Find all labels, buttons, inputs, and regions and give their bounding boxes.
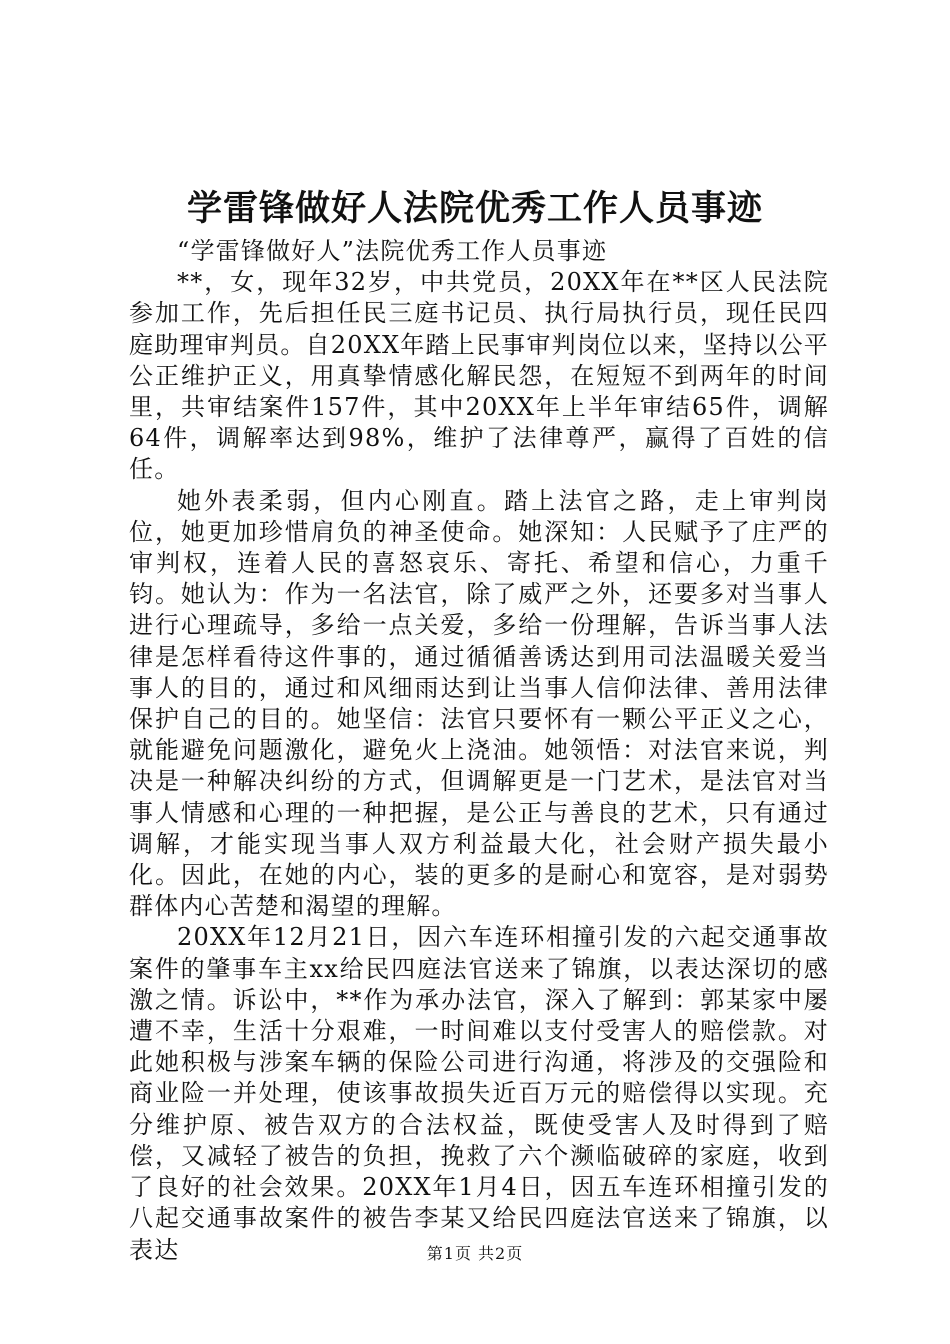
document-title: 学雷锋做好人法院优秀工作人员事迹 [186,188,763,229]
paragraph: **，女，现年32岁，中共党员，20XX年在**区人民法院参加工作，先后担任民三庭书记员、执行局执行员，现任民四庭助理审判员。自20XX年踏上民事审判岗位以来，坚持以公平公正维护正义，用真挚情感化解民怨，在短短不到两年的时间里，共审结案件157件，其中20XX年上半年审结65件，调解64件，调解率达到98%，维护了法律尊严，赢得了百姓的信任。 [129,268,829,484]
page-footer: 第1页 共2页 [426,1244,524,1263]
paragraph: 20XX年12月21日，因六车连环相撞引发的六起交通事故案件的肇事车主xx给民四庭法官送来了锦旗，以表达深切的感激之情。诉讼中，**作为承办法官，深入了解到：郭某家中屡遭不幸，生活十分艰难，一时间难以支付受害人的赔偿款。对此她积极与涉案车辆的保险公司进行沟通，将涉及的交强险和商业险一并处理，使该事故损失近百万元的赔偿得以实现。充分维护原、被告双方的合法权益，既使受害人及时得到了赔偿，又减轻了被告的负担，挽救了六个濒临破碎的家庭，收到了良好的社会效果。20XX年1月4日，因五车连环相撞引发的八起交通事故案件的被告李某又给民四庭法官送来了锦旗，以表达 [129,923,829,1264]
document-subtitle: “学雷锋做好人”法院优秀工作人员事迹 [177,237,608,265]
paragraph: 她外表柔弱，但内心刚直。踏上法官之路，走上审判岗位，她更加珍惜肩负的神圣使命。她深知：人民赋予了庄严的审判权，连着人民的喜怒哀乐、寄托、希望和信心，力重千钧。她认为：作为一名法官，除了威严之外，还要多对当事人进行心理疏导，多给一点关爱，多给一份理解，告诉当事人法律是怎样看待这件事的，通过循循善诱达到用司法温暖关爱当事人的目的，通过和风细雨达到让当事人信仰法律、善用法律保护自己的目的。她坚信：法官只要怀有一颗公平正义之心，就能避免问题激化，避免火上浇油。她领悟：对法官来说，判决是一种解决纠纷的方式，但调解更是一门艺术，是法官对当事人情感和心理的一种把握，是公正与善良的艺术，只有通过调解，才能实现当事人双方利益最大化，社会财产损失最小化。因此，在她的内心，装的更多的是耐心和宽容，是对弱势群体内心苦楚和渴望的理解。 [129,486,829,921]
document-body [129,236,829,1266]
